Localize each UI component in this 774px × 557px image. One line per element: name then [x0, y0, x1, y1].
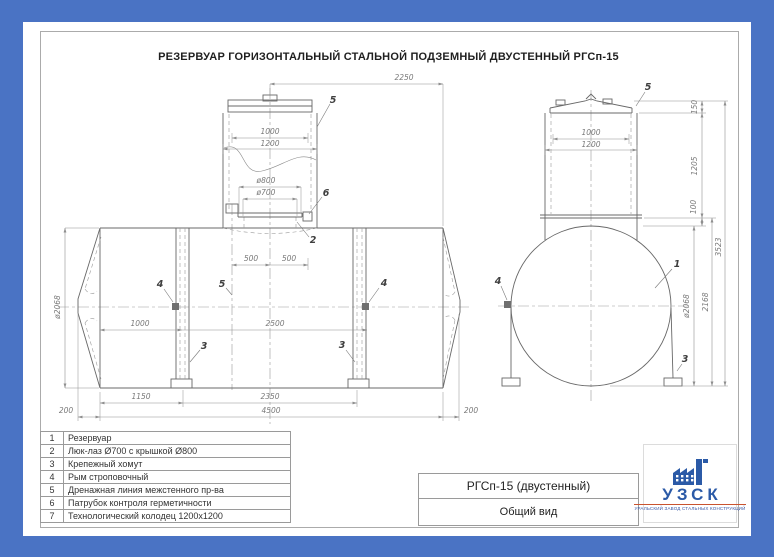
dim-200-left: 200: [58, 406, 74, 415]
leak-test-nozzle: [303, 212, 312, 221]
end-dimensions: [545, 101, 728, 386]
company-logo: [634, 444, 746, 523]
dim-d800: ø800: [256, 176, 276, 185]
dim-well-1000: 1000: [260, 127, 280, 136]
dim-500-left: 500: [243, 254, 259, 263]
table-row: [41, 484, 291, 497]
table-row: [41, 497, 291, 510]
part-number: 7: [41, 510, 64, 523]
part-number: 2: [41, 445, 64, 458]
logo-caption: УРАЛЬСКИЙ ЗАВОД СТАЛЬНЫХ КОНСТРУКЦИЙ: [634, 505, 746, 511]
part-name: Рым строповочный: [64, 471, 291, 484]
dim-200-right: 200: [463, 406, 479, 415]
part-name: Технологический колодец 1200x1200: [64, 510, 291, 523]
dim-2350: 2350: [260, 392, 280, 401]
logo-abbreviation: УЗСК: [662, 484, 722, 504]
dim-1000-body: 1000: [130, 319, 150, 328]
callout-2: 2: [309, 235, 317, 246]
table-row: [41, 471, 291, 484]
part-number: 3: [41, 458, 64, 471]
drawing-title: РЕЗЕРВУАР ГОРИЗОНТАЛЬНЫЙ СТАЛЬНОЙ ПОДЗЕМНЫЙ ДВУСТЕННЫЙ РГСп-15: [158, 51, 619, 63]
callout-4-left: 4: [156, 279, 164, 290]
side-view: [53, 73, 478, 424]
callout-5-drain: 5: [218, 279, 226, 290]
clamps-inner: [180, 228, 362, 379]
dim-well-1200: 1200: [260, 139, 280, 148]
part-number: 4: [41, 471, 64, 484]
callout-3-end: 3: [681, 354, 689, 365]
dim-d2068-end: ø2068: [682, 294, 691, 318]
lifting-eye-end: [504, 301, 511, 308]
callout-1: 1: [673, 259, 681, 270]
side-dimension-texts: [53, 73, 478, 415]
title-block: [418, 473, 639, 526]
part-name: Дренажная линия межстенного пр-ва: [64, 484, 291, 497]
part-name: Крепежный хомут: [64, 458, 291, 471]
lifting-eye-right: [362, 303, 369, 310]
dim-1205: 1205: [690, 156, 699, 176]
callout-6: 6: [322, 188, 330, 199]
callout-5-end: 5: [644, 82, 652, 93]
dim-4500: 4500: [261, 406, 281, 415]
part-name: Резервуар: [64, 432, 291, 445]
dim-end-1200: 1200: [581, 140, 601, 149]
dim-end-1000: 1000: [581, 128, 601, 137]
dim-d2068-side: ø2068: [53, 295, 62, 319]
model-designation: РГСп-15 (двустенный): [419, 474, 638, 499]
view-name: Общий вид: [499, 505, 558, 518]
tank-outline: [78, 228, 460, 388]
table-row: [41, 432, 291, 445]
dim-1150: 1150: [131, 392, 151, 401]
parts-table: [40, 431, 291, 523]
part-number: 1: [41, 432, 64, 445]
table-row: [41, 510, 291, 523]
factory-icon: [669, 457, 711, 487]
callout-3-left: 3: [200, 341, 208, 352]
callout-5-top: 5: [329, 95, 337, 106]
part-name: Патрубок контроля герметичности: [64, 497, 291, 510]
dim-500-right: 500: [281, 254, 297, 263]
dim-d700: ø700: [256, 188, 276, 197]
callout-4-right: 4: [380, 278, 388, 289]
callout-3-right: 3: [338, 340, 346, 351]
dim-2500: 2500: [265, 319, 285, 328]
dim-100: 100: [689, 199, 698, 215]
end-outline: [502, 94, 682, 386]
end-view: [494, 82, 728, 402]
part-number: 6: [41, 497, 64, 510]
callout-4-end: 4: [494, 276, 502, 287]
table-row: [41, 458, 291, 471]
dim-2168: 2168: [701, 292, 710, 312]
dim-2250: 2250: [394, 73, 414, 82]
table-row: [41, 445, 291, 458]
part-number: 5: [41, 484, 64, 497]
lifting-eye-left: [172, 303, 179, 310]
part-name: Люк-лаз Ø700 с крышкой Ø800: [64, 445, 291, 458]
dim-150: 150: [690, 99, 699, 115]
dim-3523: 3523: [714, 237, 723, 257]
